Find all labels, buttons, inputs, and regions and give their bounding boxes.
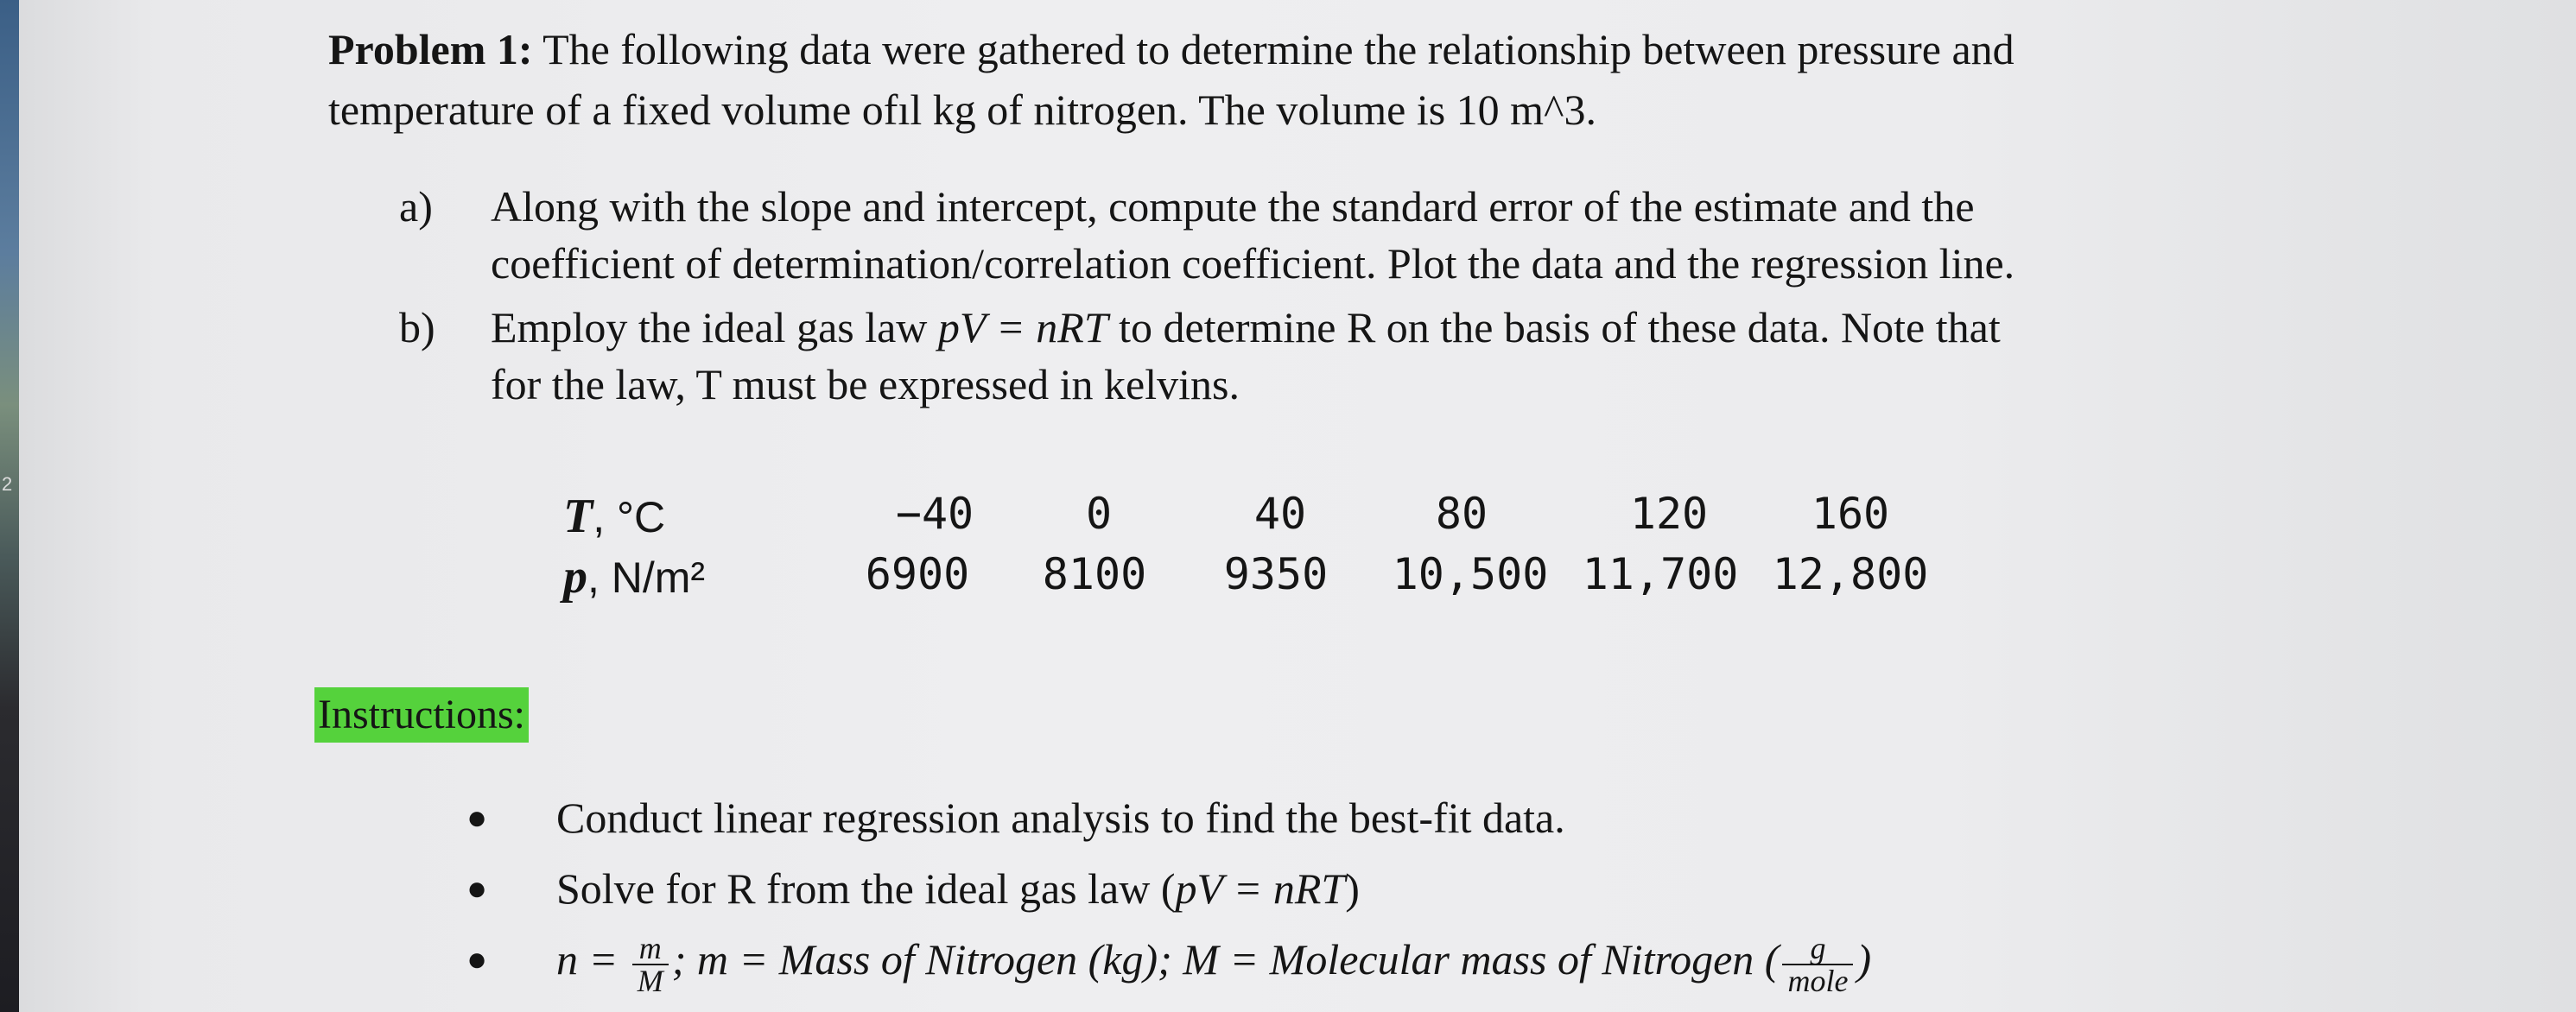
part-a-line1: Along with the slope and intercept, compute the standard error of the estimate and the [491,182,1975,231]
row-label-temperature [563,489,665,544]
part-b [399,299,2317,413]
table-cell: 0 [1085,489,1113,539]
table-cell: 120 [1629,489,1709,539]
formula-tail: ) [1856,935,1872,984]
part-b-line1-pre: Employ the ideal gas law [491,303,938,351]
part-b-line2: for the law, T must be expressed in kelvins. [491,360,1240,408]
table-cell: 9350 [1223,549,1329,599]
problem-text-line1: The following data were gathered to determine the relationship between pressure and [532,25,2014,73]
part-b-line1-post: to determine R on the basis of these data. Note that [1107,303,2001,351]
formula-middle: ; m = Mass of Nitrogen (kg); M = Molecular mass of Nitrogen ( [671,935,1780,984]
fraction-numerator: m [632,933,669,965]
bullet-icon: ● [466,869,488,908]
instructions-list [465,782,2452,996]
bullet-icon: ● [466,798,488,837]
list-item [465,853,2452,924]
temperature-unit: , °C [593,493,666,541]
row-label-pressure [563,549,705,604]
part-a-marker: a) [399,182,433,231]
part-a-line2: coefficient of determination/correlation coefficient. Plot the data and the regression line. [491,239,2015,288]
table-cell: 8100 [1042,549,1147,599]
temperature-symbol: T [563,490,593,543]
table-cell: 40 [1253,489,1307,539]
table-cell: 12,800 [1772,549,1929,599]
fraction-denominator: M [637,963,663,998]
problem-text-line2: temperature of a fixed volume ofıl kg of nitrogen. The volume is 10 m^3. [328,85,1597,134]
background-edge [0,0,19,1012]
instruction-text: Conduct linear regression analysis to find the best-fit data. [556,794,1565,842]
part-b-marker: b) [399,303,435,351]
ideal-gas-law-math: pV = nRT [1175,864,1346,913]
instruction-text-post: ) [1345,864,1360,913]
fraction-numerator: g [1782,933,1853,965]
fraction-g-over-mole [1782,930,1853,998]
document-page [19,0,2576,1012]
fraction-denominator: mole [1787,963,1849,998]
part-a [399,178,2317,292]
problem-parts [399,178,2317,420]
pressure-symbol: p [563,550,587,604]
bullet-icon: ● [466,939,488,978]
problem-statement [328,19,2315,140]
table-cell: 160 [1811,489,1890,539]
problem-title: Problem 1: [328,25,533,73]
table-cell: −40 [895,489,974,539]
ideal-gas-law-math: pV = nRT [937,303,1108,351]
list-item [465,782,2452,853]
table-cell: 6900 [865,549,970,599]
table-cell: 10,500 [1392,549,1549,599]
list-item [465,924,2452,996]
table-cell: 11,700 [1582,549,1739,599]
instructions-label: Instructions: [314,687,529,743]
table-cell: 80 [1435,489,1488,539]
edge-mark: 2 [2,473,13,495]
pressure-unit: , N/m² [587,553,706,602]
fraction-m-over-M [632,930,669,998]
formula-lhs: n = [556,935,629,984]
instruction-text-pre: Solve for R from the ideal gas law ( [556,864,1176,913]
